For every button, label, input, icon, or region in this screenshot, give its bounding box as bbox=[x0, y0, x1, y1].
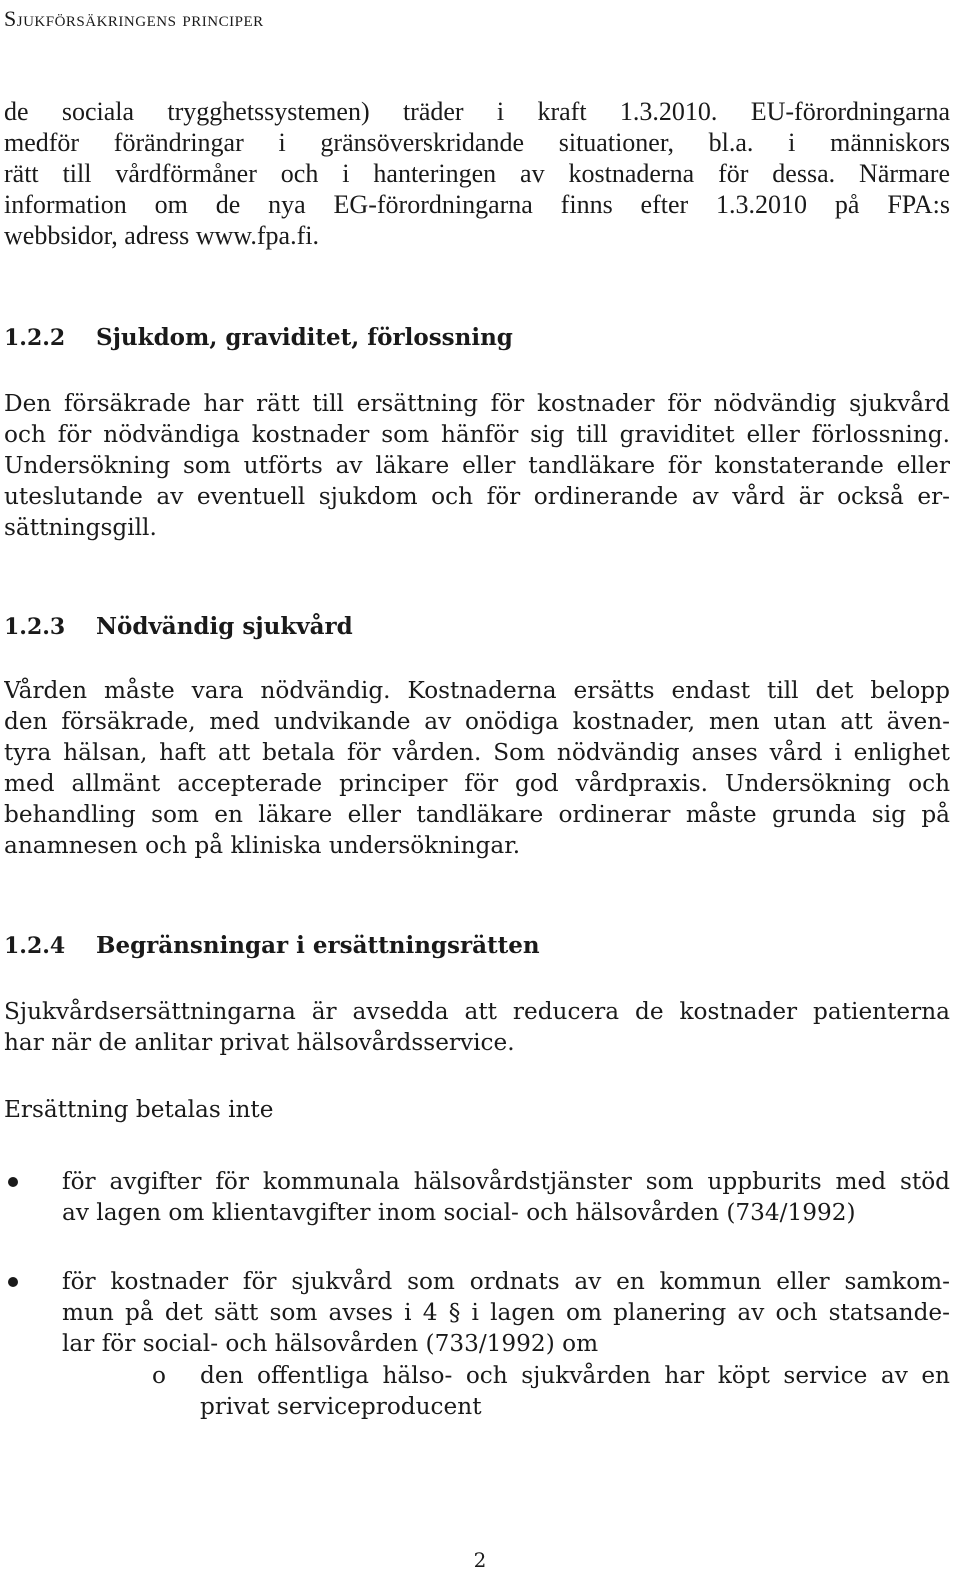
intro-line: webbsidor, adress www.fpa.fi. bbox=[4, 221, 319, 250]
section-paragraph bbox=[4, 388, 950, 543]
section-heading bbox=[4, 930, 540, 962]
running-header: Sjukförsäkringens principer bbox=[4, 6, 264, 31]
paragraph-line: och för nödvändiga kostnader som hänför sig till graviditet eller förlossning. bbox=[4, 421, 950, 448]
section-number: 1.2.2 bbox=[4, 325, 66, 351]
list-item-line: för kostnader för sjukvård som ordnats av en kommun eller samkom- bbox=[62, 1268, 950, 1295]
section-paragraph bbox=[4, 996, 950, 1058]
paragraph-line: sättningsgill. bbox=[4, 514, 157, 541]
list-lead-text: Ersättning betalas inte bbox=[4, 1096, 274, 1123]
paragraph-line: den försäkrade, med undvikande av onödiga kostnader, men utan att även- bbox=[4, 708, 950, 735]
paragraph-line: Sjukvårdsersättningarna är avsedda att reducera de kostnader patienterna bbox=[4, 998, 950, 1025]
sub-list-item-line: den offentliga hälso- och sjukvården har köpt service av en bbox=[200, 1362, 950, 1389]
section-heading bbox=[4, 611, 353, 643]
page-number: 2 bbox=[473, 1548, 487, 1572]
section-title: Nödvändig sjukvård bbox=[96, 613, 353, 640]
list-item-line: för avgifter för kommunala hälsovårdstjänster som uppburits med stöd bbox=[62, 1168, 950, 1195]
list-item bbox=[62, 1166, 950, 1228]
section-paragraph bbox=[4, 675, 950, 861]
intro-line: rätt till vårdförmåner och i hanteringen av kostnaderna för dessa. Närmare bbox=[4, 159, 950, 188]
section-heading bbox=[4, 322, 513, 354]
list-item-line: av lagen om klientavgifter inom social- och hälsovården (734/1992) bbox=[62, 1199, 856, 1226]
intro-line: information om de nya EG-förordningarna finns efter 1.3.2010 på FPA:s bbox=[4, 190, 950, 219]
section-title: Sjukdom, graviditet, förlossning bbox=[96, 324, 513, 351]
intro-paragraph bbox=[4, 96, 950, 251]
list-item-line: lar för social- och hälsovården (733/1992) om bbox=[62, 1330, 599, 1357]
paragraph-line: har när de anlitar privat hälsovårdsservice. bbox=[4, 1029, 515, 1056]
intro-line: de sociala trygghetssystemen) träder i kraft 1.3.2010. EU-förordningarna bbox=[4, 97, 950, 126]
paragraph-line: behandling som en läkare eller tandläkare ordinerar måste grunda sig på bbox=[4, 801, 950, 828]
paragraph-line: med allmänt accepterade principer för god vårdpraxis. Undersökning och bbox=[4, 770, 950, 797]
section-number: 1.2.3 bbox=[4, 614, 66, 640]
paragraph-line: Undersökning som utförts av läkare eller tandläkare för konstaterande eller bbox=[4, 452, 950, 479]
sub-list-item-line: privat serviceproducent bbox=[200, 1393, 482, 1420]
paragraph-line: Vården måste vara nödvändig. Kostnaderna ersätts endast till det belopp bbox=[4, 677, 950, 704]
list-item-line: mun på det sätt som avses i 4 § i lagen om planering av och statsande- bbox=[62, 1299, 950, 1326]
intro-line: medför förändringar i gränsöverskridande situationer, bl.a. i människors bbox=[4, 128, 950, 157]
paragraph-line: Den försäkrade har rätt till ersättning för kostnader för nödvändig sjukvård bbox=[4, 390, 950, 417]
section-number: 1.2.4 bbox=[4, 933, 66, 959]
paragraph-line: uteslutande av eventuell sjukdom och för ordinerande av vård är också er- bbox=[4, 483, 950, 510]
list-lead bbox=[4, 1094, 950, 1125]
bullet-icon bbox=[8, 1177, 18, 1187]
bullet-icon bbox=[8, 1277, 18, 1287]
sub-list-item bbox=[200, 1360, 950, 1422]
paragraph-line: tyra hälsan, haft att betala för vården. Som nödvändig anses vård i enlighet bbox=[4, 739, 950, 766]
paragraph-line: anamnesen och på kliniska undersökningar. bbox=[4, 832, 521, 859]
section-title: Begränsningar i ersättningsrätten bbox=[96, 932, 540, 959]
list-item bbox=[62, 1266, 950, 1359]
sub-bullet-marker: o bbox=[152, 1362, 166, 1389]
